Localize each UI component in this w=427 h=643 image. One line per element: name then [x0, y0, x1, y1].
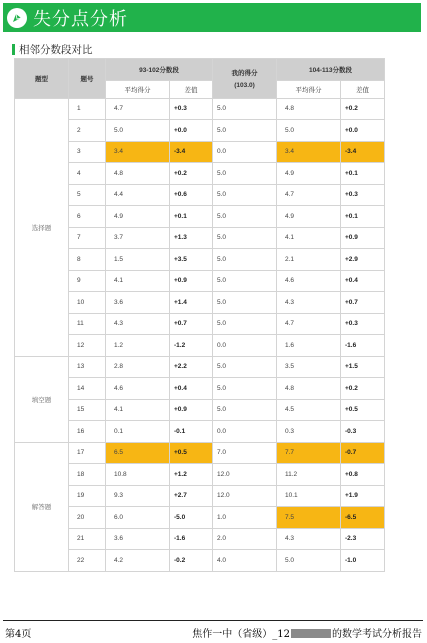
- my-score-cell: 5.0: [213, 399, 277, 421]
- question-number-cell: 14: [69, 378, 106, 400]
- table-row: [15, 141, 385, 163]
- group2-avg-cell: 4.1: [277, 227, 341, 249]
- question-number-cell: 6: [69, 206, 106, 228]
- group2-diff-cell: +2.9: [341, 249, 385, 271]
- my-score-cell: 1.0: [213, 507, 277, 529]
- group2-diff-cell: +1.5: [341, 356, 385, 378]
- my-score-label: 我的得分: [231, 69, 258, 77]
- group2-avg-cell: 4.3: [277, 292, 341, 314]
- table-row: [15, 335, 385, 357]
- question-number-cell: 21: [69, 528, 106, 550]
- group2-avg-cell: 3.5: [277, 356, 341, 378]
- group1-diff-cell: -5.0: [170, 507, 213, 529]
- group1-diff-cell: +0.3: [170, 98, 213, 120]
- group2-diff-cell: +0.7: [341, 292, 385, 314]
- my-score-cell: 0.0: [213, 141, 277, 163]
- group1-diff-cell: -0.1: [170, 421, 213, 443]
- header-number: 题号: [69, 59, 106, 99]
- group2-diff-cell: +0.2: [341, 98, 385, 120]
- my-score-cell: 5.0: [213, 270, 277, 292]
- group2-diff-cell: +0.1: [341, 163, 385, 185]
- my-score-total: (103.0): [234, 81, 255, 89]
- comparison-table: [14, 58, 385, 572]
- group1-avg-cell: 9.3: [106, 485, 170, 507]
- group1-diff-cell: -1.6: [170, 528, 213, 550]
- table-row: [15, 507, 385, 529]
- question-type-cell: 填空题: [15, 356, 69, 442]
- group1-diff-cell: +0.0: [170, 120, 213, 142]
- question-number-cell: 18: [69, 464, 106, 486]
- my-score-cell: 2.0: [213, 528, 277, 550]
- group1-avg-cell: 1.5: [106, 249, 170, 271]
- group2-avg-cell: 4.8: [277, 98, 341, 120]
- group2-diff-cell: +0.1: [341, 206, 385, 228]
- group1-avg-cell: 4.1: [106, 270, 170, 292]
- group1-avg-cell: 3.7: [106, 227, 170, 249]
- group2-diff-cell: +0.2: [341, 378, 385, 400]
- group1-diff-cell: +2.2: [170, 356, 213, 378]
- group1-diff-cell: -1.2: [170, 335, 213, 357]
- group2-diff-cell: +0.3: [341, 313, 385, 335]
- group2-avg-cell: 0.3: [277, 421, 341, 443]
- my-score-cell: 7.0: [213, 442, 277, 464]
- table-row: [15, 550, 385, 572]
- section-heading: [12, 42, 93, 56]
- my-score-cell: 5.0: [213, 356, 277, 378]
- table-row: [15, 98, 385, 120]
- header-group2: 104-113分数段: [277, 59, 385, 81]
- group2-diff-cell: +0.5: [341, 399, 385, 421]
- group2-diff-cell: -1.6: [341, 335, 385, 357]
- group1-avg-cell: 4.4: [106, 184, 170, 206]
- group2-diff-cell: -6.5: [341, 507, 385, 529]
- group1-avg-cell: 5.0: [106, 120, 170, 142]
- my-score-cell: 5.0: [213, 120, 277, 142]
- group1-diff-cell: +0.4: [170, 378, 213, 400]
- group2-diff-cell: -2.3: [341, 528, 385, 550]
- my-score-cell: 4.0: [213, 550, 277, 572]
- group1-diff-cell: +1.4: [170, 292, 213, 314]
- table-row: [15, 313, 385, 335]
- subheader-avg1: 平均得分: [106, 80, 170, 98]
- group1-diff-cell: +2.7: [170, 485, 213, 507]
- table-row: [15, 378, 385, 400]
- question-number-cell: 11: [69, 313, 106, 335]
- question-number-cell: 16: [69, 421, 106, 443]
- section-marker: [12, 44, 15, 55]
- group1-avg-cell: 0.1: [106, 421, 170, 443]
- group1-avg-cell: 4.6: [106, 378, 170, 400]
- question-number-cell: 9: [69, 270, 106, 292]
- group1-diff-cell: +0.9: [170, 270, 213, 292]
- table-row: [15, 421, 385, 443]
- question-number-cell: 3: [69, 141, 106, 163]
- table-row: [15, 249, 385, 271]
- question-number-cell: 8: [69, 249, 106, 271]
- table-row: [15, 270, 385, 292]
- group2-avg-cell: 4.7: [277, 184, 341, 206]
- group2-avg-cell: 4.6: [277, 270, 341, 292]
- group1-diff-cell: +0.2: [170, 163, 213, 185]
- my-score-cell: 12.0: [213, 464, 277, 486]
- group1-diff-cell: +0.1: [170, 206, 213, 228]
- group2-diff-cell: +0.4: [341, 270, 385, 292]
- table-row: [15, 356, 385, 378]
- group1-avg-cell: 4.7: [106, 98, 170, 120]
- my-score-cell: 12.0: [213, 485, 277, 507]
- group2-diff-cell: -3.4: [341, 141, 385, 163]
- question-number-cell: 19: [69, 485, 106, 507]
- group2-avg-cell: 3.4: [277, 141, 341, 163]
- logo-icon: [7, 8, 27, 28]
- group1-diff-cell: +0.7: [170, 313, 213, 335]
- table-row: [15, 227, 385, 249]
- report-title-suffix: 的数学考试分析报告: [332, 629, 422, 640]
- group2-avg-cell: 10.1: [277, 485, 341, 507]
- group1-diff-cell: +0.5: [170, 442, 213, 464]
- question-number-cell: 17: [69, 442, 106, 464]
- my-score-cell: 5.0: [213, 292, 277, 314]
- group1-avg-cell: 1.2: [106, 335, 170, 357]
- my-score-cell: 5.0: [213, 378, 277, 400]
- report-title-prefix: 焦作一中（省级）_12: [192, 629, 290, 640]
- group2-avg-cell: 1.6: [277, 335, 341, 357]
- group1-avg-cell: 4.3: [106, 313, 170, 335]
- header-my-score: [213, 59, 277, 99]
- group2-avg-cell: 4.8: [277, 378, 341, 400]
- group2-avg-cell: 4.9: [277, 163, 341, 185]
- table-row: [15, 442, 385, 464]
- table-row: [15, 184, 385, 206]
- group2-diff-cell: -0.3: [341, 421, 385, 443]
- table-header-row: [15, 59, 385, 81]
- footer-report-title: [192, 625, 422, 640]
- group1-diff-cell: -3.4: [170, 141, 213, 163]
- group2-avg-cell: 4.5: [277, 399, 341, 421]
- section-title: 相邻分数段对比: [19, 43, 93, 56]
- question-number-cell: 10: [69, 292, 106, 314]
- redacted-name: [291, 629, 331, 638]
- group1-diff-cell: +1.2: [170, 464, 213, 486]
- question-number-cell: 15: [69, 399, 106, 421]
- group1-avg-cell: 4.8: [106, 163, 170, 185]
- group2-avg-cell: 4.9: [277, 206, 341, 228]
- group1-avg-cell: 3.4: [106, 141, 170, 163]
- table-row: [15, 399, 385, 421]
- group1-diff-cell: +0.9: [170, 399, 213, 421]
- question-type-cell: 选择题: [15, 98, 69, 356]
- my-score-cell: 5.0: [213, 98, 277, 120]
- group2-diff-cell: -0.7: [341, 442, 385, 464]
- group1-diff-cell: +1.3: [170, 227, 213, 249]
- subheader-diff2: 差值: [341, 80, 385, 98]
- group1-diff-cell: +0.6: [170, 184, 213, 206]
- question-number-cell: 20: [69, 507, 106, 529]
- my-score-cell: 5.0: [213, 206, 277, 228]
- table-row: [15, 528, 385, 550]
- footer-divider: [3, 620, 423, 621]
- group2-diff-cell: +0.9: [341, 227, 385, 249]
- group1-avg-cell: 4.2: [106, 550, 170, 572]
- group1-avg-cell: 4.1: [106, 399, 170, 421]
- group2-diff-cell: +0.0: [341, 120, 385, 142]
- question-number-cell: 2: [69, 120, 106, 142]
- footer-page-number: 第4页: [5, 629, 32, 640]
- my-score-cell: 5.0: [213, 249, 277, 271]
- question-number-cell: 1: [69, 98, 106, 120]
- header-bar: [3, 3, 421, 32]
- page-title: 失分点分析: [33, 8, 128, 30]
- my-score-cell: 0.0: [213, 335, 277, 357]
- table-row: [15, 464, 385, 486]
- group2-diff-cell: +0.8: [341, 464, 385, 486]
- group2-avg-cell: 11.2: [277, 464, 341, 486]
- group2-avg-cell: 4.3: [277, 528, 341, 550]
- group2-avg-cell: 7.7: [277, 442, 341, 464]
- subheader-avg2: 平均得分: [277, 80, 341, 98]
- group1-avg-cell: 3.6: [106, 528, 170, 550]
- subheader-diff1: 差值: [170, 80, 213, 98]
- my-score-cell: 5.0: [213, 163, 277, 185]
- group1-diff-cell: +3.5: [170, 249, 213, 271]
- question-number-cell: 7: [69, 227, 106, 249]
- group1-avg-cell: 2.8: [106, 356, 170, 378]
- my-score-cell: 5.0: [213, 184, 277, 206]
- group2-avg-cell: 5.0: [277, 550, 341, 572]
- question-number-cell: 13: [69, 356, 106, 378]
- question-number-cell: 4: [69, 163, 106, 185]
- table-row: [15, 485, 385, 507]
- question-number-cell: 22: [69, 550, 106, 572]
- group1-avg-cell: 3.6: [106, 292, 170, 314]
- question-type-cell: 解答题: [15, 442, 69, 571]
- my-score-cell: 5.0: [213, 227, 277, 249]
- group2-diff-cell: -1.0: [341, 550, 385, 572]
- group1-avg-cell: 10.8: [106, 464, 170, 486]
- question-number-cell: 12: [69, 335, 106, 357]
- header-type: 题型: [15, 59, 69, 99]
- table-row: [15, 292, 385, 314]
- group2-diff-cell: +0.3: [341, 184, 385, 206]
- group1-avg-cell: 6.5: [106, 442, 170, 464]
- question-number-cell: 5: [69, 184, 106, 206]
- group2-avg-cell: 4.7: [277, 313, 341, 335]
- table-row: [15, 163, 385, 185]
- group1-avg-cell: 4.9: [106, 206, 170, 228]
- group1-diff-cell: -0.2: [170, 550, 213, 572]
- header-group1: 93-102分数段: [106, 59, 213, 81]
- my-score-cell: 5.0: [213, 313, 277, 335]
- group2-avg-cell: 5.0: [277, 120, 341, 142]
- group1-avg-cell: 6.0: [106, 507, 170, 529]
- table-row: [15, 206, 385, 228]
- my-score-cell: 0.0: [213, 421, 277, 443]
- group2-avg-cell: 2.1: [277, 249, 341, 271]
- table-row: [15, 120, 385, 142]
- group2-avg-cell: 7.5: [277, 507, 341, 529]
- group2-diff-cell: +1.9: [341, 485, 385, 507]
